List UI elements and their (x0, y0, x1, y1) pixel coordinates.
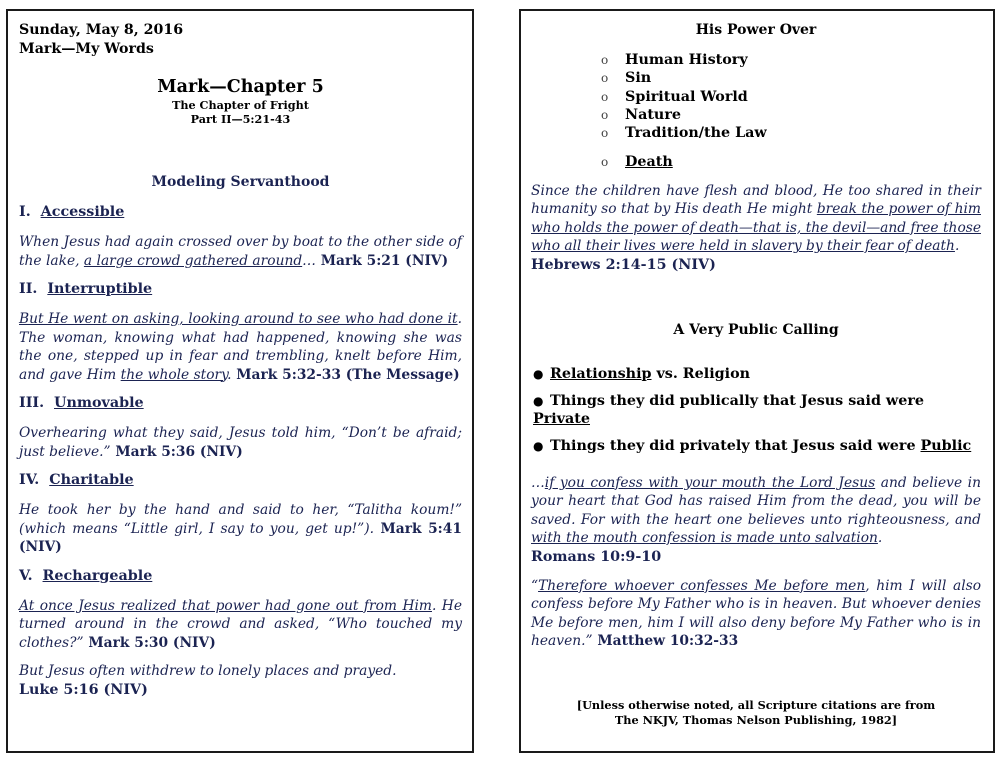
power-title: His Power Over (695, 22, 817, 38)
power-list (531, 51, 981, 172)
point-verse (19, 233, 462, 270)
point-number: V. (19, 567, 33, 584)
point-number: II. (19, 281, 38, 297)
text-run: Mark 5:41 (NIV) (19, 520, 462, 555)
text-run: . The woman, knowing what had happened, knowing she was the one, stepped up in fear and trembling, knelt before Him, and gave Him (19, 311, 462, 383)
text-run: He took her by the hand and said to her, “Talitha koum!” (which means “Little girl, I say to you, get up!”). (19, 502, 462, 537)
text-run: and believe in your heart that God has raised Him from the dead, you will be saved. For with the heart one believes unto righteousness, and (531, 474, 981, 528)
text-run: At once Jesus realized that power had gone out from Him (19, 597, 432, 614)
circle-bullet-icon: o (601, 155, 609, 170)
matthew-verse (531, 577, 981, 651)
text-run: vs. Religion (651, 365, 751, 382)
power-item-label: Tradition/the Law (625, 125, 767, 142)
power-item-label: Death (625, 154, 673, 171)
text-run: . (954, 238, 960, 255)
text-run: Things they did privately that Jesus said were (550, 438, 921, 455)
hebrews-reference: Hebrews 2:14-15 (NIV) (531, 256, 716, 273)
text-run: break the power of him who holds the power of death—that is, the devil—and free those who all their lives were held in slavery by their fear of death (531, 201, 981, 255)
sermon-series: Mark—My Words (19, 41, 154, 57)
point-number: IV. (19, 472, 40, 488)
text-run: Public (920, 438, 972, 455)
text-run: with the mouth confession is made unto salvation (531, 530, 878, 547)
power-item (601, 106, 981, 124)
point-item (19, 280, 462, 384)
text-run: Since the children have flesh and blood, He too shared in their humanity so that by His death He might (531, 182, 981, 218)
text-run: … (302, 252, 316, 269)
hebrews-verse (531, 182, 981, 256)
point-title: Interruptible (47, 281, 153, 297)
point-verse (19, 501, 462, 557)
point-title: Charitable (49, 472, 134, 488)
text-run: Private (533, 411, 590, 428)
point-item (19, 567, 462, 653)
left-page (6, 9, 474, 753)
power-item-label: Sin (625, 70, 652, 87)
text-run: if you confess with your mouth the Lord Jesus (544, 474, 876, 491)
point-heading (19, 567, 462, 586)
point-title: Accessible (40, 204, 125, 220)
circle-bullet-icon: o (601, 89, 609, 104)
text-run: … (531, 474, 545, 491)
text-run: Things they did publically that Jesus said were (550, 392, 924, 409)
text-run: Mark 5:21 (NIV) (315, 252, 449, 269)
text-run: . (877, 530, 883, 547)
text-run: But He went on asking, looking around to see who had done it (19, 311, 458, 327)
circle-bullet-icon: o (601, 53, 609, 67)
citation-note-line: The NKJV, Thomas Nelson Publishing, 1982] (614, 713, 898, 728)
calling-item (533, 437, 981, 456)
power-item (601, 124, 981, 142)
romans-reference: Romans 10:9-10 (531, 548, 662, 565)
service-date: Sunday, May 8, 2016 (19, 22, 184, 38)
point-verse (19, 597, 462, 653)
text-run: Matthew 10:32-33 (592, 633, 739, 650)
power-item-label: Human History (625, 52, 748, 68)
point-heading (19, 471, 462, 490)
circle-bullet-icon: o (601, 107, 609, 122)
power-item (601, 88, 981, 106)
right-page (519, 9, 995, 753)
point-heading (19, 394, 462, 413)
calling-item-text (533, 393, 924, 428)
point-heading (19, 203, 462, 222)
citation-note-line: [Unless otherwise noted, all Scripture citations are from (576, 697, 936, 712)
point-number: I. (19, 204, 31, 220)
calling-item-text (550, 438, 971, 454)
romans-verse (531, 474, 981, 548)
section-title-servanthood: Modeling Servanthood (151, 174, 330, 190)
point-item (19, 394, 462, 461)
chapter-subtitle: The Chapter of Fright (172, 98, 309, 112)
bullet-icon: ● (533, 393, 544, 408)
power-item-label: Spiritual World (625, 88, 748, 105)
text-run: Therefore whoever confesses Me before men (538, 577, 866, 594)
text-run: Mark 5:30 (NIV) (83, 634, 216, 651)
text-run: , him I will also confess before My Father who is in heaven. But whoever denies Me before men, him I will also deny before My Father who is in heaven.” (531, 577, 981, 650)
closing-verse: But Jesus often withdrew to lonely places and prayed. (19, 663, 397, 679)
power-item (601, 69, 981, 87)
text-run: Mark 5:32-33 (The Message) (231, 366, 460, 383)
circle-bullet-icon: o (601, 71, 609, 86)
text-run: . He turned around in the crowd and asked, “Who touched my clothes?” (19, 597, 463, 651)
calling-item (533, 365, 981, 384)
power-item-death (601, 153, 981, 171)
calling-item (533, 392, 981, 429)
calling-list (531, 365, 981, 456)
bullet-icon: ● (533, 366, 544, 381)
calling-item-text (550, 366, 750, 382)
calling-title: A Very Public Calling (673, 321, 839, 338)
text-run: the whole story (120, 366, 228, 383)
text-run: a large crowd gathered around (83, 252, 303, 269)
text-run: When Jesus had again crossed over by boat to the other side of the lake, (19, 234, 462, 269)
point-number: III. (19, 395, 45, 411)
closing-reference: Luke 5:16 (NIV) (19, 681, 148, 698)
point-title: Rechargeable (42, 567, 153, 584)
text-run: “ (531, 577, 539, 594)
text-run: Overhearing what they said, Jesus told him, “Don’t be afraid; just believe.” (19, 425, 462, 460)
point-title: Unmovable (54, 395, 144, 411)
power-item-label: Nature (625, 106, 681, 123)
power-item (601, 51, 981, 69)
text-run: Mark 5:36 (NIV) (110, 443, 243, 460)
point-verse (19, 424, 462, 461)
point-verse (19, 310, 462, 384)
text-run: Relationship (550, 365, 652, 382)
point-heading (19, 280, 462, 299)
chapter-title: Mark—Chapter 5 (157, 77, 324, 97)
point-item (19, 471, 462, 557)
text-run: . (227, 366, 232, 383)
circle-bullet-icon: o (601, 126, 609, 141)
point-item (19, 203, 462, 270)
chapter-part: Part II—5:21-43 (190, 112, 291, 126)
bullet-icon: ● (533, 439, 544, 454)
point-list (19, 203, 462, 652)
citation-note (531, 698, 981, 729)
